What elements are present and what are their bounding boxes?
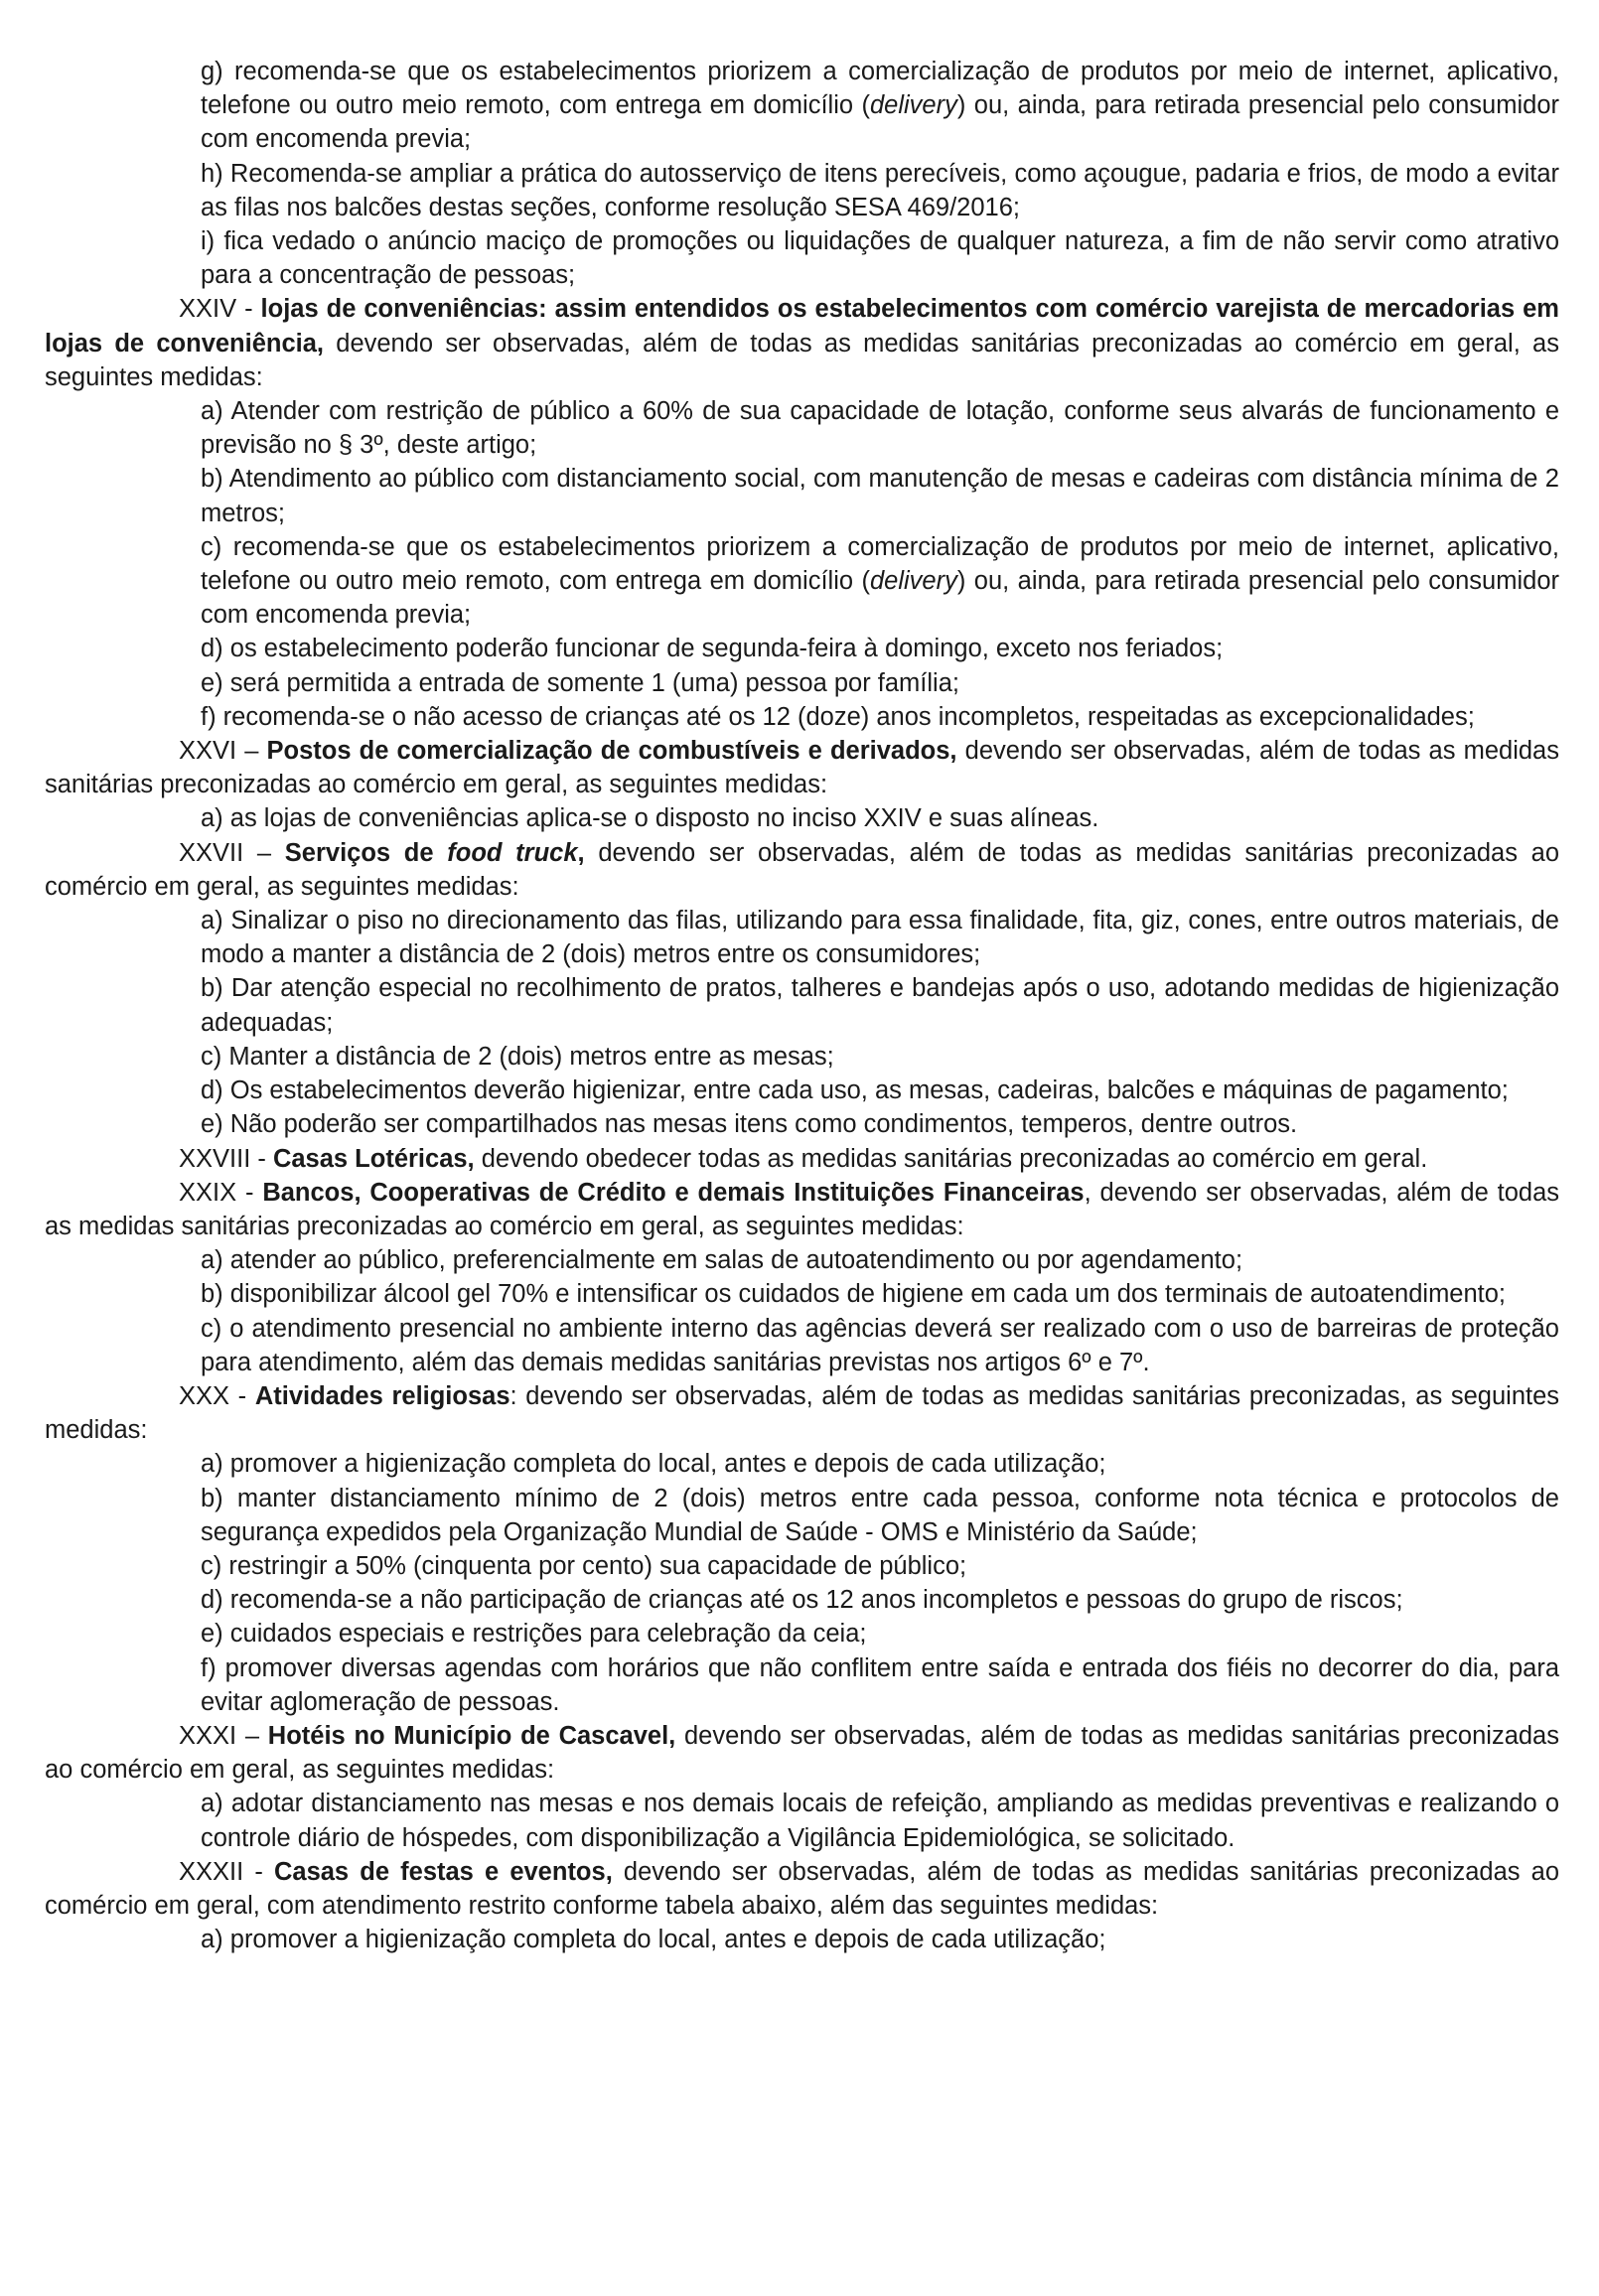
text-run: ,	[577, 838, 585, 867]
list-item	[201, 1312, 1559, 1379]
text-run: a) atender ao público, preferencialmente em salas de autoatendimento ou por agendamento;	[201, 1246, 1243, 1275]
text-run: Hotéis no Município de Cascavel,	[267, 1721, 676, 1750]
text-run: a) adotar distanciamento nas mesas e nos demais locais de refeição, ampliando as medidas preventivas e realizando o controle diário de hóspedes, com disponibilização a Vigilância Epidemiológica, se solicitado.	[201, 1790, 1559, 1852]
text-run: devendo ser observadas, além de todas as medidas sanitárias preconizadas ao comércio em geral, as seguintes medidas:	[45, 737, 1559, 799]
text-run: , devendo ser observadas, além de todas as medidas sanitárias preconizadas ao comércio em geral, as seguintes medidas:	[45, 1178, 1559, 1240]
text-run: g) recomenda-se que os estabelecimentos priorizem a comercialização de produtos por meio de internet, aplicativo, telefone ou outro meio remoto, com entrega em domicílio (	[201, 58, 1559, 120]
list-item	[201, 1074, 1559, 1107]
text-run: e) cuidados especiais e restrições para celebração da ceia;	[201, 1620, 867, 1649]
list-item	[201, 1787, 1559, 1854]
list-item	[201, 224, 1559, 292]
list-item	[201, 1107, 1559, 1141]
section-paragraph	[45, 1142, 1559, 1176]
text-run: XXX -	[179, 1381, 255, 1410]
text-run: a) Sinalizar o piso no direcionamento das filas, utilizando para essa finalidade, fita, giz, cones, entre outros materiais, de modo a manter a distância de 2 (dois) metros entre os consumidores;	[201, 907, 1559, 969]
text-run: a) promover a higienização completa do local, antes e depois de cada utilização;	[201, 1450, 1106, 1479]
list-item	[201, 1549, 1559, 1583]
list-item	[201, 1243, 1559, 1277]
text-run: d) recomenda-se a não participação de crianças até os 12 anos incompletos e pessoas do grupo de riscos;	[201, 1586, 1403, 1615]
text-run: b) manter distanciamento mínimo de 2 (dois) metros entre cada pessoa, conforme nota técnica e protocolos de segurança expedidos pela Organização Mundial de Saúde - OMS e Ministério da Saúde;	[201, 1484, 1559, 1546]
text-run: b) Atendimento ao público com distanciamento social, com manutenção de mesas e cadeiras com distância mínima de 2 metros;	[201, 465, 1559, 527]
list-item	[201, 1040, 1559, 1074]
section-paragraph	[45, 734, 1559, 801]
list-item	[201, 1482, 1559, 1549]
text-run: c) o atendimento presencial no ambiente interno das agências deverá ser realizado com o uso de barreiras de proteção para atendimento, além das demais medidas sanitárias previstas nos artigos 6º e 7º.	[201, 1314, 1559, 1376]
section-paragraph	[45, 1719, 1559, 1787]
section-paragraph	[45, 1379, 1559, 1447]
text-run: Atividades religiosas	[254, 1381, 510, 1410]
text-run: Bancos, Cooperativas de Crédito e demais Instituições Financeiras	[262, 1178, 1085, 1207]
text-run: ) ou, ainda, para retirada presencial pelo consumidor com encomenda previa;	[201, 567, 1560, 630]
text-run: : devendo ser observadas, além de todas as medidas sanitárias preconizadas, as seguintes medidas:	[45, 1381, 1560, 1445]
section-paragraph	[45, 836, 1559, 904]
text-run: Casas de festas e eventos,	[273, 1857, 613, 1886]
list-item	[201, 1277, 1559, 1311]
text-run: a) as lojas de conveniências aplica-se o disposto no inciso XXIV e suas alíneas.	[201, 804, 1099, 833]
text-run: Serviços de	[284, 838, 448, 867]
text-run: XXVI –	[179, 737, 267, 766]
text-run: Postos de comercialização de combustíveis e derivados,	[266, 737, 957, 766]
text-run: devendo ser observadas, além de todas as medidas sanitárias preconizadas ao comércio em geral, com atendimento restrito conforme tabela abaixo, além das seguintes medidas:	[45, 1857, 1560, 1920]
text-run: h) Recomenda-se ampliar a prática do autosserviço de itens perecíveis, como açougue, padaria e frios, de modo a evitar as filas nos balcões destas seções, conforme resolução SESA 469/2016;	[201, 159, 1559, 221]
text-run: devendo ser observadas, além de todas as medidas sanitárias preconizadas ao comércio em geral, as seguintes medidas:	[45, 329, 1559, 391]
text-run: ) ou, ainda, para retirada presencial pelo consumidor com encomenda previa;	[201, 91, 1560, 154]
text-run: f) recomenda-se o não acesso de crianças até os 12 (doze) anos incompletos, respeitadas as excepcionalidades;	[201, 702, 1475, 731]
text-run: e) será permitida a entrada de somente 1 (uma) pessoa por família;	[201, 668, 959, 697]
text-run: b) Dar atenção especial no recolhimento de pratos, talheres e bandejas após o uso, adotando medidas de higienização adequadas;	[201, 974, 1559, 1037]
text-run: c) restringir a 50% (cinquenta por cento) sua capacidade de público;	[201, 1551, 967, 1580]
list-item	[201, 394, 1559, 462]
list-item	[201, 157, 1559, 224]
text-run: delivery	[869, 567, 957, 596]
section-paragraph	[45, 1176, 1559, 1243]
text-run: e) Não poderão ser compartilhados nas mesas itens como condimentos, temperos, dentre outros.	[201, 1110, 1298, 1139]
list-item	[201, 904, 1559, 971]
list-item	[201, 1923, 1559, 1956]
section-paragraph	[45, 1855, 1559, 1923]
text-run: a) promover a higienização completa do local, antes e depois de cada utilização;	[201, 1926, 1106, 1954]
text-run: devendo obedecer todas as medidas sanitárias preconizadas ao comércio em geral.	[474, 1144, 1428, 1173]
list-item	[201, 530, 1559, 633]
text-run: lojas de conveniências: assim entendidos os estabelecimentos com comércio varejista de mercadorias em lojas de conveniência,	[45, 295, 1559, 358]
list-item	[201, 632, 1559, 665]
document-page	[45, 55, 1559, 1956]
list-item	[201, 1617, 1559, 1650]
text-run: XXIV -	[179, 295, 261, 324]
list-item	[201, 1651, 1559, 1719]
text-run: delivery	[869, 91, 957, 120]
text-run: i) fica vedado o anúncio maciço de promoções ou liquidações de qualquer natureza, a fim de não servir como atrativo para a concentração de pessoas;	[201, 227, 1559, 290]
text-run: b) disponibilizar álcool gel 70% e intensificar os cuidados de higiene em cada um dos terminais de autoatendimento;	[201, 1280, 1507, 1309]
list-item	[201, 462, 1559, 529]
text-run: XXIX -	[179, 1178, 263, 1207]
text-run: c) Manter a distância de 2 (dois) metros entre as mesas;	[201, 1042, 834, 1071]
text-run: c) recomenda-se que os estabelecimentos priorizem a comercialização de produtos por meio de internet, aplicativo, telefone ou outro meio remoto, com entrega em domicílio (	[201, 532, 1559, 596]
text-run: food truck	[447, 838, 578, 867]
text-run: XXVII –	[179, 838, 285, 867]
text-run: XXVIII -	[179, 1144, 273, 1173]
list-item	[201, 1447, 1559, 1481]
list-item	[201, 700, 1559, 734]
section-paragraph	[45, 292, 1559, 394]
text-run: devendo ser observadas, além de todas as medidas sanitárias preconizadas ao comércio em geral, as seguintes medidas:	[45, 838, 1560, 901]
text-run: XXXII -	[179, 1857, 274, 1886]
text-run: f) promover diversas agendas com horários que não conflitem entre saída e entrada dos fiéis no decorrer do dia, para evitar aglomeração de pessoas.	[201, 1653, 1559, 1716]
list-item	[201, 1583, 1559, 1617]
list-item	[201, 55, 1559, 157]
list-item	[201, 971, 1559, 1039]
text-run: d) os estabelecimento poderão funcionar de segunda-feira à domingo, exceto nos feriados;	[201, 635, 1224, 663]
text-run: Casas Lotéricas,	[272, 1144, 475, 1173]
text-run: d) Os estabelecimentos deverão higienizar, entre cada uso, as mesas, cadeiras, balcões e máquinas de pagamento;	[201, 1076, 1509, 1105]
list-item	[201, 801, 1559, 835]
text-run: devendo ser observadas, além de todas as medidas sanitárias preconizadas ao comércio em geral, as seguintes medidas:	[45, 1721, 1559, 1785]
text-run: XXXI –	[179, 1721, 268, 1750]
text-run: a) Atender com restrição de público a 60% de sua capacidade de lotação, conforme seus alvarás de funcionamento e previsão no § 3º, deste artigo;	[201, 397, 1559, 460]
list-item	[201, 666, 1559, 700]
